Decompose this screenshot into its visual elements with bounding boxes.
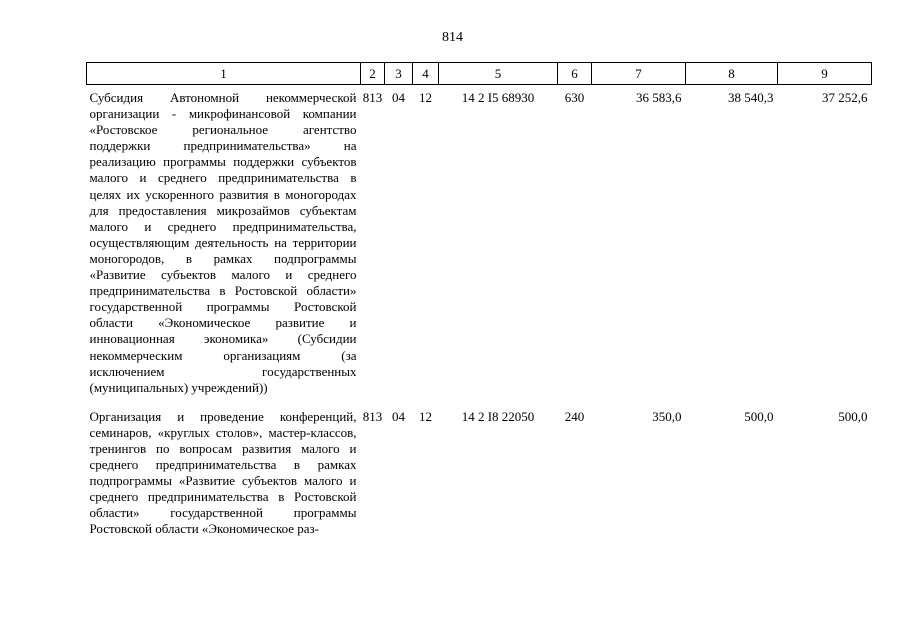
col-header-1: 1: [87, 63, 361, 85]
cell-target-article: 14 2 I5 68930: [461, 90, 535, 105]
cell-subsection: 12: [419, 408, 432, 424]
budget-table: [86, 62, 872, 538]
col-header-6: 6: [558, 63, 592, 85]
header-row: [87, 63, 872, 85]
cell-target-article: 14 2 I8 22050: [461, 408, 535, 424]
row-name: Организация и проведение конференций, семинаров, «круглых столов», мастер-классов, тренингов по вопросам развития малого и среднего предпринимательства в рамках подпрограммы «Развитие субъектов малого и среднего предпринимательства в Ростовской области» государственной программы Ростовской области «Экономическое раз-: [89, 408, 357, 537]
col-header-5: 5: [439, 63, 558, 85]
cell-ministry: 813: [362, 408, 383, 424]
row-name: Субсидия Автономной некоммерческой организации - микрофинансовой компании «Ростовское региональное агентство поддержки предпринимательства» на реализацию программы поддержки субъектов малого и среднего предпринимательства в целях их ускоренного развития в моногородах для предоставления микрозаймов субъектам малого и среднего предпринимательства, осуществляющим деятельность на территории моногородов, в рамках подпрограммы «Развитие субъектов малого и среднего предпринимательства в Ростовской области» государственной программы Ростовской области «Экономическое развитие и инновационная экономика» (Субсидии некоммерческим организациям (за исключением государственных (муниципальных) учреждений)): [89, 90, 357, 395]
cell-subsection: 12: [419, 90, 432, 105]
col-header-9: 9: [778, 63, 872, 85]
cell-value-2: 38 540,3: [728, 90, 774, 105]
cell-expense-type: 630: [564, 90, 585, 105]
cell-section: 04: [392, 90, 405, 105]
cell-section: 04: [392, 408, 405, 424]
cell-value-3: 500,0: [838, 408, 868, 424]
cell-value-1: 350,0: [652, 408, 682, 424]
cell-ministry: 813: [362, 90, 383, 105]
cell-value-2: 500,0: [744, 408, 774, 424]
col-header-4: 4: [413, 63, 439, 85]
col-header-3: 3: [385, 63, 413, 85]
cell-value-3: 37 252,6: [822, 90, 868, 105]
col-header-2: 2: [361, 63, 385, 85]
cell-value-1: 36 583,6: [636, 90, 682, 105]
col-header-8: 8: [686, 63, 778, 85]
col-header-7: 7: [592, 63, 686, 85]
page-number: 814: [442, 30, 463, 45]
table-row: [87, 404, 872, 538]
cell-expense-type: 240: [564, 408, 585, 424]
table-row: [87, 85, 872, 404]
